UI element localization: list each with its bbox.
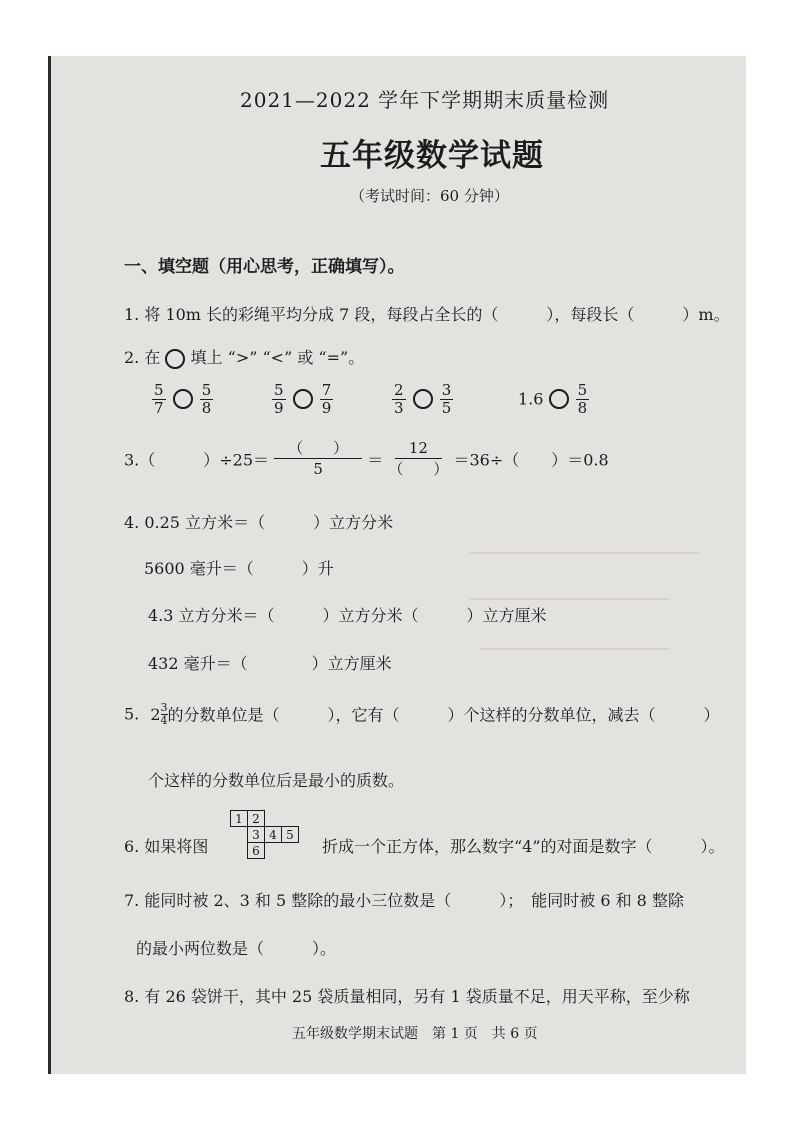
net-cell: 5 <box>281 826 299 843</box>
question-3: 3.（ ）÷25＝ （ ） 5 ＝ 12 （ ） ＝36÷（ ）＝0.8 <box>124 439 609 479</box>
compare-circle-blank[interactable] <box>413 389 433 409</box>
fraction: $\frac{5}{7}$ <box>154 381 164 417</box>
question-6-after: 折成一个正方体，那么数字“4”的对面是数字（ ）。 <box>322 837 725 856</box>
mixed-fraction: $\frac{3}{4}$ <box>160 701 168 727</box>
section-heading: 一、填空题（用心思考，正确填写）。 <box>124 257 405 277</box>
exam-time: （考试时间：60 分钟） <box>350 187 509 205</box>
net-cell: 6 <box>247 842 265 859</box>
fraction: $\frac{3}{5}$ <box>441 381 452 417</box>
circle-icon <box>165 349 185 369</box>
question-4-line-1: 4. 0.25 立方米＝（ ）立方分米 <box>124 513 394 532</box>
net-cell: 2 <box>247 810 265 827</box>
question-7-line-2: 的最小两位数是（ ）。 <box>136 939 337 958</box>
fraction: $\frac{5}{8}$ <box>201 381 212 417</box>
compare-item-4: 1.6 $\frac{5}{8}$ <box>518 381 588 417</box>
bleed-through-mark <box>470 598 670 600</box>
compare-item-3 <box>390 382 455 416</box>
fraction: （ ） 5 <box>274 438 362 480</box>
question-5-line-2: 个这样的分数单位后是最小的质数。 <box>148 771 405 790</box>
fraction: $\frac{5}{9}$ <box>274 381 284 417</box>
question-4-line-4: 432 毫升＝（ ）立方厘米 <box>148 654 392 673</box>
fraction: $\frac{7}{9}$ <box>321 381 332 417</box>
compare-circle-blank[interactable] <box>549 389 569 409</box>
page-title: 五年级数学试题 <box>320 138 544 174</box>
question-7-line-1: 7. 能同时被 2、3 和 5 整除的最小三位数是（ ）； 能同时被 6 和 8 整除 <box>124 891 684 910</box>
compare-item-1 <box>150 382 215 416</box>
question-8-line-1: 8. 有 26 袋饼干，其中 25 袋质量相同，另有 1 袋质量不足，用天平称，至少称 <box>124 987 690 1006</box>
question-2-prompt <box>124 345 364 369</box>
net-cell: 4 <box>264 826 282 843</box>
question-6-before: 6. 如果将图 <box>124 837 209 856</box>
page-footer: 五年级数学期末试题 第 1 页 共 6 页 <box>292 1026 538 1042</box>
question-4-line-2: 5600 毫升＝（ ）升 <box>144 559 334 578</box>
exam-session-line: 2021—2022 学年下学期期末质量检测 <box>240 88 610 112</box>
bleed-through-mark <box>470 552 700 554</box>
cube-net-diagram <box>230 810 312 864</box>
compare-circle-blank[interactable] <box>293 389 313 409</box>
compare-item-2 <box>270 382 335 416</box>
question-5-line-1: 5. 2 $\frac{3}{4}$ 的分数单位是（ ），它有（ ）个这样的分数单位，减去（ ） <box>124 701 720 727</box>
q2-prompt-end: 填上 “>” “<” 或 “=”。 <box>190 348 365 367</box>
compare-circle-blank[interactable] <box>173 389 193 409</box>
q2-prompt-start: 2. 在 <box>124 348 161 367</box>
question-1: 1. 将 10m 长的彩绳平均分成 7 段，每段占全长的（ ），每段长（ ）m。 <box>124 305 730 324</box>
fraction: $\frac{2}{3}$ <box>394 381 404 417</box>
fraction: 12 （ ） <box>388 439 449 479</box>
bleed-through-mark <box>480 648 670 650</box>
question-4-line-3: 4.3 立方分米＝（ ）立方分米（ ）立方厘米 <box>148 606 547 625</box>
net-cell: 1 <box>230 810 248 827</box>
net-cell: 3 <box>247 826 265 843</box>
fraction: $\frac{5}{8}$ <box>577 381 588 417</box>
